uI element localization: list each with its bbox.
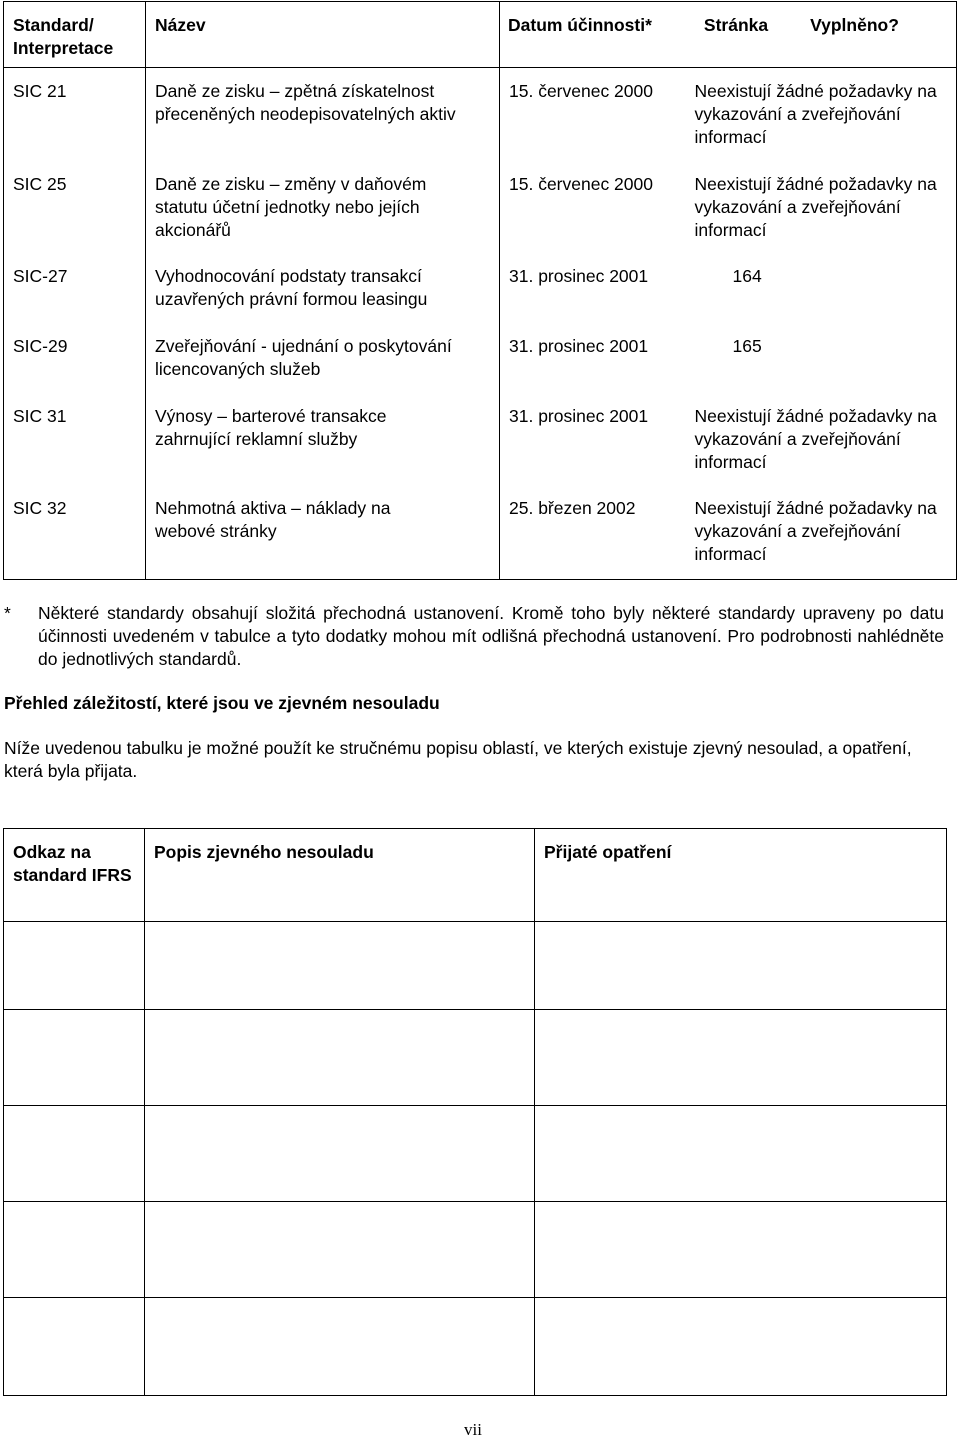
standards-table [3, 1, 957, 580]
row-date: 15. červenec 2000 [509, 173, 653, 194]
row-name: Vyhodnocování podstaty transakcí uzavřených právní formou leasingu [146, 253, 500, 323]
row-page: 165 [732, 335, 762, 356]
footnote-marker: * [4, 603, 11, 623]
table2-empty-row [4, 1298, 947, 1396]
row-standard: SIC-27 [4, 253, 146, 323]
section-paragraph: Níže uvedenou tabulku je možné použít ke stručnému popisu oblastí, ve kterých existuje zjevný nesoulad, a opatření, která byla přijata. [4, 738, 912, 781]
table-row [4, 253, 957, 323]
row-name: Zveřejňování - ujednání o poskytování licencovaných služeb [146, 323, 500, 393]
table2-empty-row [4, 1202, 947, 1298]
footnote-text: Některé standardy obsahují složitá přechodná ustanovení. Kromě toho byly některé standardy upraveny po datu účinnosti uvedeném v tabulce a tyto dodatky mohou mít odlišná přechodná ustanovení. Pro podrobnosti nahlédněte do jednotlivých standardů. [38, 603, 944, 669]
row-standard: SIC 25 [4, 161, 146, 253]
footnote [4, 602, 944, 671]
row-date: 15. červenec 2000 [509, 81, 653, 101]
header-standard: Standard/ Interpretace [4, 2, 146, 68]
row-name: Výnosy – barterové transakce zahrnující reklamní služby [146, 393, 500, 485]
row-date: 31. prosinec 2001 [509, 405, 649, 426]
table-row [4, 161, 957, 253]
header-name: Název [146, 2, 500, 68]
row-standard: SIC-29 [4, 323, 146, 393]
table-row [4, 485, 957, 580]
row-standard: SIC 21 [4, 68, 146, 161]
header-desc: Popis zjevného nesouladu [145, 829, 535, 922]
header-date-page-filled [500, 2, 957, 68]
table-row [4, 68, 957, 161]
row-name: Daně ze zisku – zpětná získatelnost přeceněných neodepisovatelných aktiv [146, 68, 500, 161]
table2-empty-row [4, 922, 947, 1010]
row-page: Neexistují žádné požadavky na vykazování a zveřejňování informací [694, 173, 937, 240]
table-header-row [4, 2, 957, 68]
header-action: Přijaté opatření [535, 829, 947, 922]
row-date: 25. březen 2002 [509, 497, 636, 518]
row-page: 164 [732, 265, 762, 286]
nonconformity-table [3, 828, 947, 1396]
table2-header-row [4, 829, 947, 922]
row-page: Neexistují žádné požadavky na vykazování a zveřejňování informací [694, 497, 937, 564]
row-standard: SIC 32 [4, 485, 146, 580]
row-page: Neexistují žádné požadavky na vykazování a zveřejňování informací [694, 81, 937, 147]
table2-empty-row [4, 1106, 947, 1202]
header-date: Datum účinnosti* [508, 15, 652, 35]
section-heading: Přehled záležitostí, které jsou ve zjevném nesouladu [4, 693, 440, 713]
row-page: Neexistují žádné požadavky na vykazování a zveřejňování informací [694, 405, 937, 472]
row-date: 31. prosinec 2001 [509, 265, 649, 286]
table2-empty-row [4, 1010, 947, 1106]
row-standard: SIC 31 [4, 393, 146, 485]
table-row [4, 323, 957, 393]
row-date: 31. prosinec 2001 [509, 335, 649, 356]
table-row [4, 393, 957, 485]
row-name: Daně ze zisku – změny v daňovém statutu účetní jednotky nebo jejích akcionářů [146, 161, 500, 253]
header-ref: Odkaz na standard IFRS [4, 829, 145, 922]
row-name: Nehmotná aktiva – náklady na webové stránky [146, 485, 500, 580]
header-filled: Vyplněno? [810, 15, 899, 35]
header-page: Stránka [703, 15, 769, 35]
page-number: vii [464, 1420, 482, 1439]
